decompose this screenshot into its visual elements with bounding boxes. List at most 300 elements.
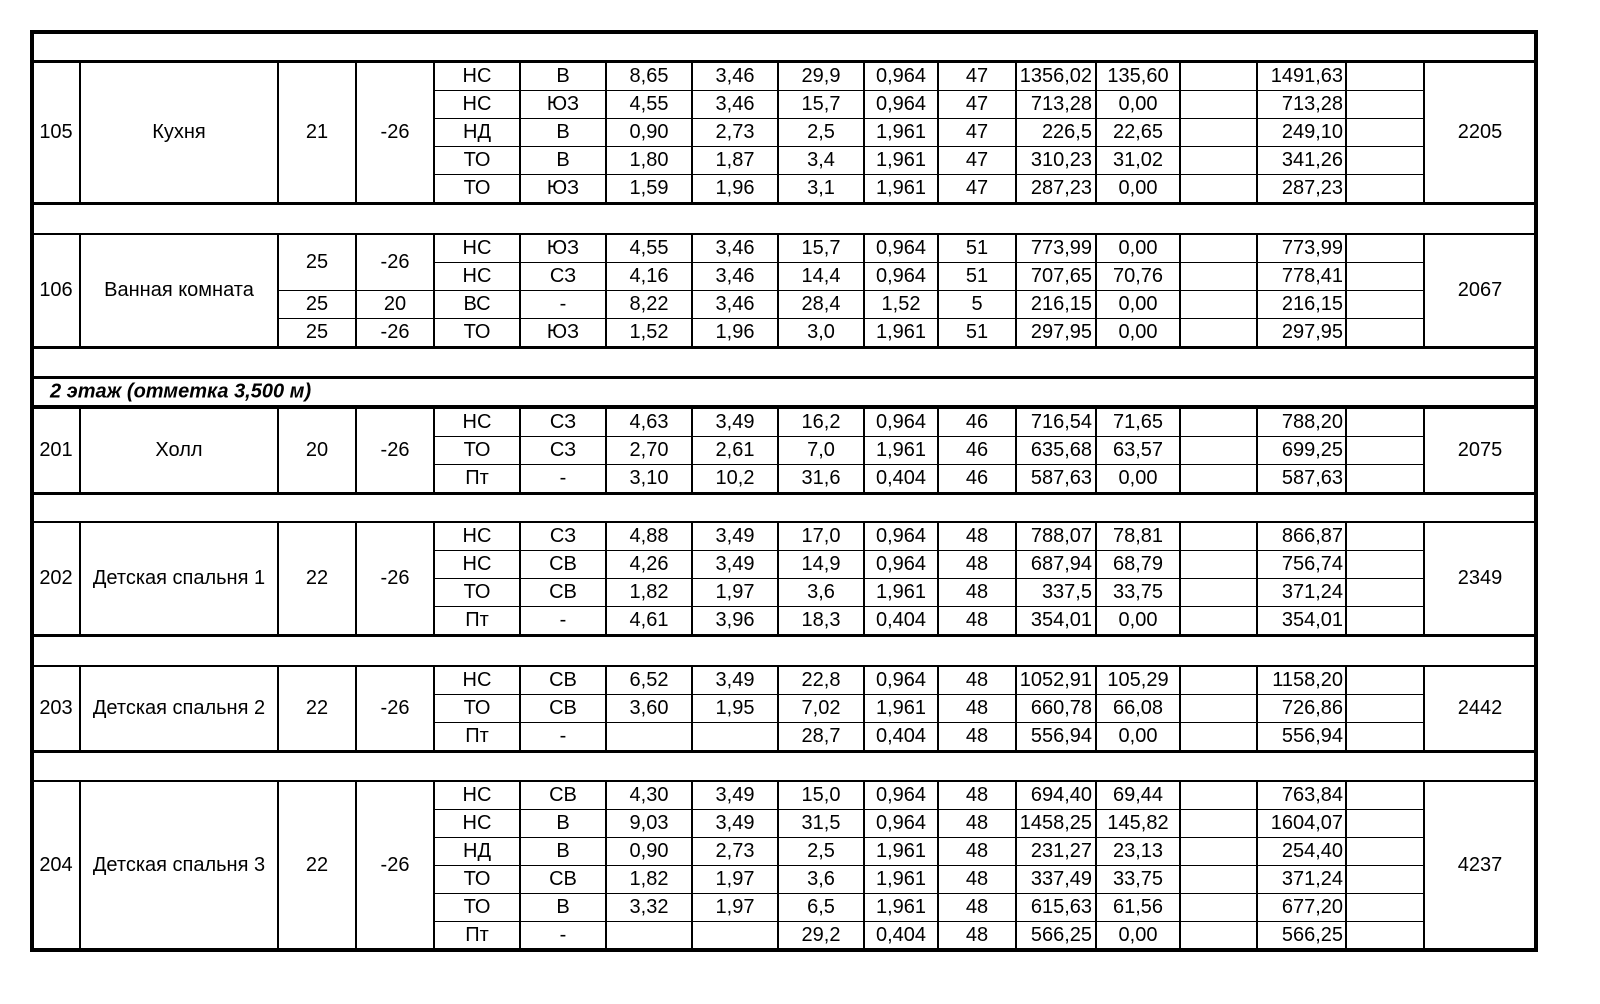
- extra-loss: 33,75: [1112, 581, 1164, 603]
- outer-temp: -26: [380, 251, 410, 273]
- area: 14,4: [801, 265, 841, 287]
- row-line: [434, 921, 1424, 922]
- total-loss: 756,74: [1281, 553, 1343, 575]
- room-name: Детская спальня 1: [92, 567, 266, 589]
- column-line: [691, 666, 693, 750]
- column-line: [277, 781, 279, 949]
- extra-loss: 0,00: [1118, 924, 1158, 946]
- row-line: [434, 90, 1424, 91]
- extra-loss: 145,82: [1107, 812, 1169, 834]
- orientation: В: [556, 149, 570, 171]
- coefficient: 1,961: [875, 149, 927, 171]
- width: 1,82: [629, 868, 669, 890]
- orientation: -: [559, 293, 567, 315]
- group-divider: [32, 750, 1536, 753]
- column-line: [355, 522, 357, 634]
- area: 29,9: [801, 65, 841, 87]
- surface-type: НС: [462, 812, 492, 834]
- base-loss: 354,01: [1030, 609, 1092, 631]
- orientation: В: [556, 65, 570, 87]
- row-line: [434, 722, 1424, 723]
- base-loss: 713,28: [1030, 93, 1092, 115]
- base-loss: 788,07: [1030, 525, 1092, 547]
- orientation: СВ: [549, 581, 577, 603]
- coefficient: 0,964: [875, 553, 927, 575]
- column-line: [1179, 62, 1181, 202]
- base-loss: 694,40: [1030, 784, 1092, 806]
- temp-diff: 47: [965, 177, 989, 199]
- height: 2,61: [715, 439, 755, 461]
- column-line: [433, 666, 435, 750]
- total-loss: 726,86: [1281, 697, 1343, 719]
- column-line: [937, 408, 939, 492]
- row-line: [434, 290, 1424, 291]
- room-total: 2205: [1457, 121, 1503, 143]
- coefficient: 1,52: [881, 293, 921, 315]
- extra-loss: 68,79: [1112, 553, 1164, 575]
- area: 14,9: [801, 553, 841, 575]
- orientation: СЗ: [549, 411, 577, 433]
- total-loss: 556,94: [1281, 725, 1343, 747]
- temp-diff: 48: [965, 609, 989, 631]
- area: 7,0: [807, 439, 835, 461]
- base-loss: 297,95: [1030, 321, 1092, 343]
- inner-temp: 21: [305, 121, 329, 143]
- surface-type: НД: [463, 840, 491, 862]
- width: 3,60: [629, 697, 669, 719]
- height: 1,95: [715, 697, 755, 719]
- surface-type: ТО: [463, 149, 491, 171]
- extra-loss: 71,65: [1112, 411, 1164, 433]
- base-loss: 1052,91: [1019, 669, 1092, 691]
- column-line: [1256, 666, 1258, 750]
- column-line: [691, 62, 693, 202]
- extra-loss: 105,29: [1107, 669, 1169, 691]
- height: 3,46: [715, 293, 755, 315]
- height: 3,49: [715, 784, 755, 806]
- room-number: 204: [39, 854, 73, 876]
- extra-loss: 0,00: [1118, 467, 1158, 489]
- column-line: [277, 522, 279, 634]
- room-total: 2442: [1457, 697, 1503, 719]
- column-line: [519, 666, 521, 750]
- total-loss: 587,63: [1281, 467, 1343, 489]
- outer-temp: -26: [380, 697, 410, 719]
- column-line: [79, 62, 81, 202]
- group-top-line: [32, 61, 1536, 63]
- width: 3,10: [629, 467, 669, 489]
- temp-diff: 51: [965, 321, 989, 343]
- room-name: Детская спальня 3: [92, 854, 266, 876]
- surface-type: Пт: [465, 467, 489, 489]
- column-line: [777, 408, 779, 492]
- height: 1,97: [715, 868, 755, 890]
- inner-temp: 22: [305, 697, 329, 719]
- width: 0,90: [629, 121, 669, 143]
- row-line: [434, 318, 1424, 319]
- total-loss: 566,25: [1281, 924, 1343, 946]
- floor-heading: 2 этаж (отметка 3,500 м): [50, 380, 312, 403]
- coefficient: 1,961: [875, 840, 927, 862]
- extra-loss: 0,00: [1118, 321, 1158, 343]
- base-loss: 287,23: [1030, 177, 1092, 199]
- area: 7,02: [801, 697, 841, 719]
- width: 4,63: [629, 411, 669, 433]
- orientation: СВ: [549, 868, 577, 890]
- outer-temp: -26: [380, 121, 410, 143]
- surface-type: НС: [462, 669, 492, 691]
- total-loss: 763,84: [1281, 784, 1343, 806]
- temp-diff: 48: [965, 896, 989, 918]
- column-line: [1095, 408, 1097, 492]
- coefficient: 0,964: [875, 93, 927, 115]
- orientation: ЮЗ: [546, 237, 580, 259]
- base-loss: 1458,25: [1019, 812, 1092, 834]
- height: 2,73: [715, 840, 755, 862]
- extra-loss: 22,65: [1112, 121, 1164, 143]
- base-loss: 773,99: [1030, 237, 1092, 259]
- extra-loss: 0,00: [1118, 293, 1158, 315]
- room-name: Холл: [155, 439, 203, 461]
- temp-diff: 48: [965, 868, 989, 890]
- outer-temp: -26: [380, 439, 410, 461]
- column-line: [1256, 408, 1258, 492]
- total-loss: 713,28: [1281, 93, 1343, 115]
- temp-diff: 48: [965, 669, 989, 691]
- total-loss: 788,20: [1281, 411, 1343, 433]
- width: 4,55: [629, 93, 669, 115]
- area: 31,5: [801, 812, 841, 834]
- width: 2,70: [629, 439, 669, 461]
- surface-type: НС: [462, 411, 492, 433]
- height: 1,96: [715, 177, 755, 199]
- coefficient: 1,961: [875, 697, 927, 719]
- group-divider: [32, 634, 1536, 637]
- temp-diff: 46: [965, 467, 989, 489]
- height: 3,49: [715, 669, 755, 691]
- column-line: [1345, 408, 1347, 492]
- outer-temp: -26: [380, 321, 410, 343]
- extra-loss: 63,57: [1112, 439, 1164, 461]
- surface-type: ТО: [463, 581, 491, 603]
- room-name: Детская спальня 2: [92, 697, 266, 719]
- column-line: [355, 62, 357, 202]
- height: 3,46: [715, 65, 755, 87]
- surface-type: НС: [462, 93, 492, 115]
- base-loss: 310,23: [1030, 149, 1092, 171]
- surface-type: ТО: [463, 177, 491, 199]
- column-line: [1015, 408, 1017, 492]
- room-name: Кухня: [152, 121, 206, 143]
- surface-type: ТО: [463, 321, 491, 343]
- base-loss: 566,25: [1030, 924, 1092, 946]
- outer-temp: -26: [380, 567, 410, 589]
- coefficient: 0,964: [875, 784, 927, 806]
- base-loss: 587,63: [1030, 467, 1092, 489]
- group-divider: [32, 202, 1536, 205]
- base-loss: 615,63: [1030, 896, 1092, 918]
- row-line: [434, 606, 1424, 607]
- surface-type: НС: [462, 553, 492, 575]
- extra-loss: 0,00: [1118, 93, 1158, 115]
- row-line: [434, 809, 1424, 810]
- total-loss: 287,23: [1281, 177, 1343, 199]
- extra-loss: 0,00: [1118, 725, 1158, 747]
- orientation: СВ: [549, 669, 577, 691]
- temp-diff: 51: [965, 237, 989, 259]
- room-total: 2067: [1457, 279, 1503, 301]
- height: 1,87: [715, 149, 755, 171]
- area: 6,5: [807, 896, 835, 918]
- orientation: В: [556, 121, 570, 143]
- area: 16,2: [801, 411, 841, 433]
- temp-diff: 48: [965, 924, 989, 946]
- row-line: [434, 262, 1424, 263]
- column-line: [79, 408, 81, 492]
- orientation: -: [559, 609, 567, 631]
- row-line: [434, 865, 1424, 866]
- temp-diff: 48: [965, 553, 989, 575]
- temp-diff: 48: [965, 581, 989, 603]
- area: 3,6: [807, 868, 835, 890]
- height: 1,96: [715, 321, 755, 343]
- column-line: [691, 408, 693, 492]
- width: 8,22: [629, 293, 669, 315]
- coefficient: 1,961: [875, 896, 927, 918]
- width: 1,80: [629, 149, 669, 171]
- orientation: СВ: [549, 553, 577, 575]
- column-line: [355, 781, 357, 949]
- column-line: [605, 408, 607, 492]
- extra-loss: 69,44: [1112, 784, 1164, 806]
- room-number: 201: [39, 439, 73, 461]
- base-loss: 226,5: [1041, 121, 1092, 143]
- column-line: [863, 408, 865, 492]
- width: 9,03: [629, 812, 669, 834]
- orientation: СВ: [549, 697, 577, 719]
- base-loss: 707,65: [1030, 265, 1092, 287]
- orientation: -: [559, 725, 567, 747]
- extra-loss: 78,81: [1112, 525, 1164, 547]
- inner-temp: 22: [305, 567, 329, 589]
- area: 29,2: [801, 924, 841, 946]
- column-line: [79, 666, 81, 750]
- area: 28,7: [801, 725, 841, 747]
- column-line: [1345, 666, 1347, 750]
- area: 2,5: [807, 840, 835, 862]
- base-loss: 556,94: [1030, 725, 1092, 747]
- temp-diff: 5: [971, 293, 983, 315]
- column-line: [863, 666, 865, 750]
- base-loss: 687,94: [1030, 553, 1092, 575]
- height: 2,73: [715, 121, 755, 143]
- surface-type: НС: [462, 265, 492, 287]
- surface-type: Пт: [465, 609, 489, 631]
- width: 4,30: [629, 784, 669, 806]
- room-number: 105: [39, 121, 73, 143]
- column-line: [1179, 666, 1181, 750]
- column-line: [1095, 62, 1097, 202]
- surface-type: ТО: [463, 896, 491, 918]
- height: 3,49: [715, 812, 755, 834]
- room-number: 202: [39, 567, 73, 589]
- total-loss: 778,41: [1281, 265, 1343, 287]
- total-loss: 1491,63: [1270, 65, 1343, 87]
- coefficient: 0,964: [875, 669, 927, 691]
- total-loss: 1158,20: [1272, 669, 1343, 691]
- outer-temp: -26: [380, 854, 410, 876]
- coefficient: 0,404: [875, 725, 927, 747]
- column-line: [355, 408, 357, 492]
- orientation: СВ: [549, 784, 577, 806]
- group-top-line: [32, 521, 1536, 523]
- inner-temp: 22: [305, 854, 329, 876]
- height: 1,97: [715, 581, 755, 603]
- temp-diff: 47: [965, 149, 989, 171]
- orientation: СЗ: [549, 265, 577, 287]
- inner-temp: 20: [305, 439, 329, 461]
- width: 6,52: [629, 669, 669, 691]
- extra-loss: 0,00: [1118, 609, 1158, 631]
- temp-diff: 46: [965, 439, 989, 461]
- orientation: ЮЗ: [546, 321, 580, 343]
- total-loss: 297,95: [1281, 321, 1343, 343]
- column-line: [277, 666, 279, 750]
- surface-type: НД: [463, 121, 491, 143]
- width: 4,55: [629, 237, 669, 259]
- height: 3,46: [715, 93, 755, 115]
- extra-loss: 61,56: [1112, 896, 1164, 918]
- group-divider: [32, 492, 1536, 495]
- total-loss: 341,26: [1281, 149, 1343, 171]
- width: 8,65: [629, 65, 669, 87]
- column-line: [1256, 62, 1258, 202]
- height: 3,46: [715, 237, 755, 259]
- column-line: [1423, 666, 1425, 750]
- total-loss: 371,24: [1281, 868, 1343, 890]
- width: 4,16: [629, 265, 669, 287]
- height: 3,46: [715, 265, 755, 287]
- total-loss: 1604,07: [1270, 812, 1343, 834]
- row-line: [278, 318, 434, 319]
- room-total: 2349: [1457, 567, 1503, 589]
- base-loss: 337,5: [1041, 581, 1092, 603]
- base-loss: 635,68: [1030, 439, 1092, 461]
- width: 1,82: [629, 581, 669, 603]
- width: 4,88: [629, 525, 669, 547]
- width: 1,52: [629, 321, 669, 343]
- section-divider: [32, 376, 1536, 379]
- table-top-border: [32, 30, 1536, 34]
- area: 17,0: [801, 525, 841, 547]
- group-divider: [32, 949, 1536, 952]
- temp-diff: 47: [965, 93, 989, 115]
- orientation: СЗ: [549, 525, 577, 547]
- base-loss: 1356,02: [1019, 65, 1092, 87]
- extra-loss: 33,75: [1112, 868, 1164, 890]
- row-line: [278, 290, 434, 291]
- area: 3,0: [807, 321, 835, 343]
- extra-loss: 23,13: [1112, 840, 1164, 862]
- temp-diff: 48: [965, 725, 989, 747]
- column-line: [777, 666, 779, 750]
- row-line: [434, 893, 1424, 894]
- total-loss: 773,99: [1281, 237, 1343, 259]
- row-line: [434, 550, 1424, 551]
- surface-type: ТО: [463, 697, 491, 719]
- row-line: [434, 436, 1424, 437]
- column-line: [79, 522, 81, 634]
- column-line: [1015, 62, 1017, 202]
- total-loss: 254,40: [1281, 840, 1343, 862]
- temp-diff: 48: [965, 784, 989, 806]
- coefficient: 1,961: [875, 439, 927, 461]
- area: 3,4: [807, 149, 835, 171]
- coefficient: 0,404: [875, 924, 927, 946]
- column-line: [1423, 408, 1425, 492]
- row-line: [434, 174, 1424, 175]
- total-loss: 866,87: [1281, 525, 1343, 547]
- coefficient: 1,961: [875, 121, 927, 143]
- column-line: [1179, 408, 1181, 492]
- area: 3,1: [807, 177, 835, 199]
- temp-diff: 46: [965, 411, 989, 433]
- extra-loss: 0,00: [1118, 177, 1158, 199]
- area: 3,6: [807, 581, 835, 603]
- height: 3,96: [715, 609, 755, 631]
- area: 22,8: [801, 669, 841, 691]
- extra-loss: 0,00: [1118, 237, 1158, 259]
- inner-temp: 25: [305, 251, 329, 273]
- coefficient: 1,961: [875, 868, 927, 890]
- coefficient: 1,961: [875, 177, 927, 199]
- coefficient: 0,964: [875, 237, 927, 259]
- group-top-line: [32, 665, 1536, 667]
- height: 10,2: [715, 467, 755, 489]
- base-loss: 337,49: [1030, 868, 1092, 890]
- temp-diff: 48: [965, 812, 989, 834]
- room-total: 2075: [1457, 439, 1503, 461]
- group-top-line: [32, 407, 1536, 409]
- surface-type: НС: [462, 65, 492, 87]
- width: 1,59: [629, 177, 669, 199]
- table-left-border: [30, 30, 34, 952]
- orientation: -: [559, 924, 567, 946]
- column-line: [1423, 62, 1425, 202]
- height: 3,49: [715, 525, 755, 547]
- row-line: [434, 464, 1424, 465]
- column-line: [937, 62, 939, 202]
- room-number: 203: [39, 697, 73, 719]
- orientation: В: [556, 896, 570, 918]
- coefficient: 0,964: [875, 65, 927, 87]
- coefficient: 0,404: [875, 467, 927, 489]
- extra-loss: 135,60: [1107, 65, 1169, 87]
- surface-type: ТО: [463, 439, 491, 461]
- group-top-line: [32, 233, 1536, 235]
- total-loss: 371,24: [1281, 581, 1343, 603]
- area: 15,7: [801, 93, 841, 115]
- column-line: [605, 666, 607, 750]
- orientation: -: [559, 467, 567, 489]
- orientation: В: [556, 840, 570, 862]
- room-total: 4237: [1457, 854, 1503, 876]
- row-line: [434, 578, 1424, 579]
- surface-type: Пт: [465, 725, 489, 747]
- room-name: Ванная комната: [104, 279, 254, 301]
- extra-loss: 31,02: [1112, 149, 1164, 171]
- coefficient: 0,404: [875, 609, 927, 631]
